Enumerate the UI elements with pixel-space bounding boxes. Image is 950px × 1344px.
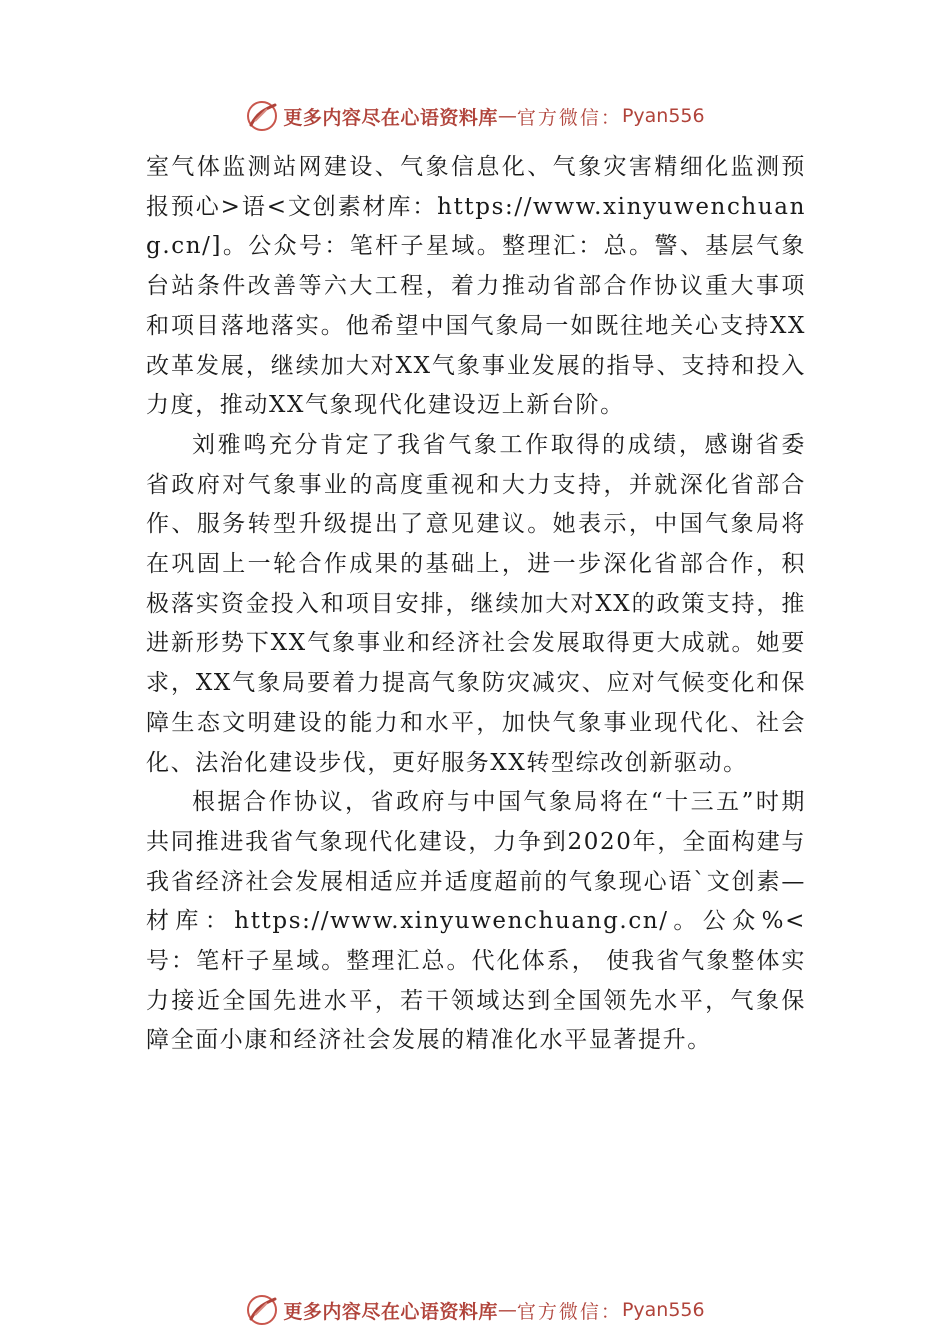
banner-dash: — <box>497 105 517 127</box>
banner-main-text: 更多内容尽在心语资料库 <box>283 106 498 129</box>
paragraph-3: 根据合作协议，省政府与中国气象局将在“十三五”时期共同推进我省气象现代化建设，力争到2020年，全面构建与我省经济社会发展相适应并适度超前的气象现心语`文创素—材库：https://www.xinyuwenchuang.cn/。公众%<号：笔杆子星域。整理汇总。代化体系， 使我省气象整体实力接近全国先进水平，若干领域达到全国领先水平，气象保障全面小康和经济社会发展的精准化水平显著提升。 <box>146 789 806 1054</box>
banner-sub-text: 官方微信： <box>516 106 622 129</box>
document-body <box>146 148 806 1061</box>
footer-banner <box>0 1290 950 1330</box>
banner-dash: — <box>497 1299 517 1321</box>
header-banner <box>0 96 950 136</box>
paragraph-1: 室气体监测站网建设、气象信息化、气象灾害精细化监测预报预心>语<文创素材库：https://www.xinyuwenchuang.cn/]。公众号：笔杆子星域。整理汇：总。警、基层气象台站条件改善等六大工程，着力推动省部合作协议重大事项和项目落地落实。他希望中国气象局一如既往地关心支持XX改革发展，继续加大对XX气象事业发展的指导、支持和投入力度，推动XX气象现代化建设迈上新台阶。 <box>146 154 806 419</box>
banner-main-text: 更多内容尽在心语资料库 <box>283 1300 498 1323</box>
logo-icon <box>245 99 279 133</box>
banner-wechat-id: Pyan556 <box>621 105 705 127</box>
logo-icon <box>245 1293 279 1327</box>
paragraph-2: 刘雅鸣充分肯定了我省气象工作取得的成绩，感谢省委省政府对气象事业的高度重视和大力支持，并就深化省部合作、服务转型升级提出了意见建议。她表示，中国气象局将在巩固上一轮合作成果的基础上，进一步深化省部合作，积极落实资金投入和项目安排，继续加大对XX的政策支持，推进新形势下XX气象事业和经济社会发展取得更大成就。她要求，XX气象局要着力提高气象防灾减灾、应对气候变化和保障生态文明建设的能力和水平，加快气象事业现代化、社会化、法治化建设步伐，更好服务XX转型综改创新驱动。 <box>146 431 806 776</box>
banner-sub-text: 官方微信： <box>516 1300 622 1323</box>
banner-wechat-id: Pyan556 <box>621 1299 705 1321</box>
